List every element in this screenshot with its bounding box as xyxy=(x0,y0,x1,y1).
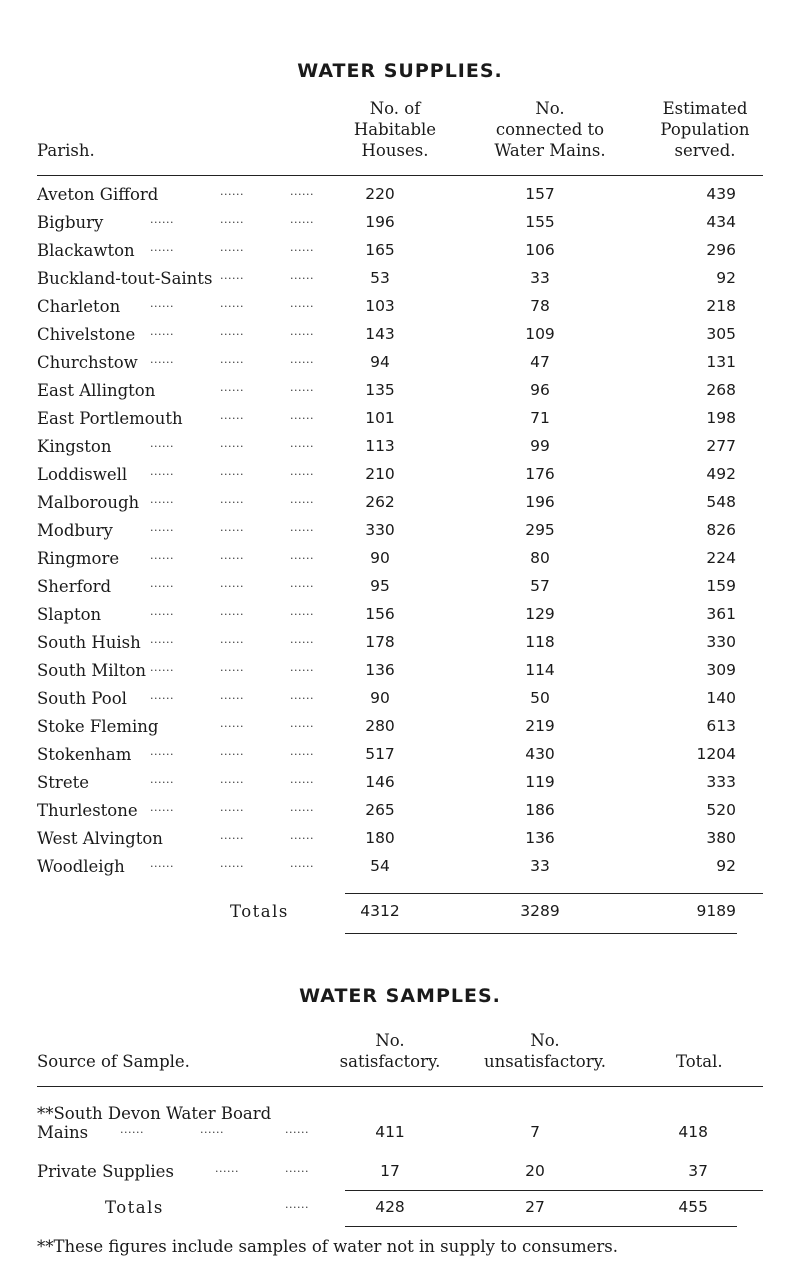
table-row xyxy=(0,353,800,381)
header-unsatisfactory: No. unsatisfactory. xyxy=(484,1031,606,1071)
parish-name: Strete xyxy=(37,773,89,792)
leader-dots: ...... xyxy=(215,1162,239,1175)
population-cell: 140 xyxy=(706,689,736,707)
houses-cell: 156 xyxy=(365,605,395,623)
parish-name: South Milton xyxy=(37,661,147,680)
houses-cell: 178 xyxy=(365,633,395,651)
leader-dots: ...... xyxy=(285,1123,309,1136)
samples-title: WATER SAMPLES. xyxy=(299,985,501,1007)
houses-cell: 90 xyxy=(370,549,390,567)
leader-dots: ...... xyxy=(220,493,244,506)
houses-cell: 180 xyxy=(365,829,395,847)
connected-cell: 78 xyxy=(530,297,550,315)
leader-dots: ...... xyxy=(220,857,244,870)
population-cell: 277 xyxy=(706,437,736,455)
parish-name: South Pool xyxy=(37,689,127,708)
leader-dots: ...... xyxy=(150,577,174,590)
houses-cell: 143 xyxy=(365,325,395,343)
samples-totals-rule-top xyxy=(345,1190,763,1191)
table-row xyxy=(0,717,800,745)
parish-name: Bigbury xyxy=(37,213,104,232)
population-cell: 268 xyxy=(706,381,736,399)
leader-dots: ...... xyxy=(220,577,244,590)
header-connected: No. connected to Water Mains. xyxy=(494,99,606,160)
connected-cell: 219 xyxy=(525,717,555,735)
table-row xyxy=(0,269,800,297)
header-parish: Parish. xyxy=(37,141,95,160)
population-cell: 159 xyxy=(706,577,736,595)
parish-name: Stokenham xyxy=(37,745,132,764)
mains-unsatisfactory: 7 xyxy=(530,1123,540,1141)
leader-dots: ...... xyxy=(290,325,314,338)
parish-name: Aveton Gifford xyxy=(37,185,159,204)
table-row xyxy=(0,857,800,885)
connected-cell: 47 xyxy=(530,353,550,371)
leader-dots: ...... xyxy=(220,325,244,338)
connected-cell: 176 xyxy=(525,465,555,483)
parish-name: Blackawton xyxy=(37,241,135,260)
supplies-totals-row xyxy=(0,902,800,930)
population-cell: 218 xyxy=(706,297,736,315)
samples-total-unsatisfactory: 27 xyxy=(525,1198,545,1216)
table-row xyxy=(0,409,800,437)
houses-cell: 146 xyxy=(365,773,395,791)
samples-row-private xyxy=(0,1162,800,1190)
connected-cell: 57 xyxy=(530,577,550,595)
leader-dots: ...... xyxy=(150,353,174,366)
footnote: **These figures include samples of water not in supply to consumers. xyxy=(37,1237,618,1256)
connected-cell: 71 xyxy=(530,409,550,427)
leader-dots: ...... xyxy=(290,633,314,646)
leader-dots: ...... xyxy=(220,829,244,842)
leader-dots: ...... xyxy=(290,521,314,534)
samples-row-mains xyxy=(0,1123,800,1151)
table-row xyxy=(0,325,800,353)
population-cell: 131 xyxy=(706,353,736,371)
table-row xyxy=(0,745,800,773)
table-row xyxy=(0,633,800,661)
table-row xyxy=(0,437,800,465)
leader-dots: ...... xyxy=(220,437,244,450)
parish-name: Stoke Fleming xyxy=(37,717,159,736)
table-row xyxy=(0,829,800,857)
leader-dots: ...... xyxy=(200,1123,224,1136)
leader-dots: ...... xyxy=(220,297,244,310)
population-cell: 224 xyxy=(706,549,736,567)
connected-cell: 109 xyxy=(525,325,555,343)
leader-dots: ...... xyxy=(290,801,314,814)
supplies-totals-rule-top xyxy=(345,893,763,894)
leader-dots: ...... xyxy=(290,717,314,730)
parish-name: Loddiswell xyxy=(37,465,128,484)
leader-dots: ...... xyxy=(150,325,174,338)
table-row xyxy=(0,521,800,549)
supplies-totals-rule-bottom xyxy=(345,933,737,934)
header-population: Estimated Population served. xyxy=(660,99,750,160)
leader-dots: ...... xyxy=(290,661,314,674)
population-cell: 1204 xyxy=(696,745,736,763)
samples-row-private-label: Private Supplies xyxy=(37,1162,174,1181)
houses-cell: 165 xyxy=(365,241,395,259)
leader-dots: ...... xyxy=(285,1162,309,1175)
table-row xyxy=(0,241,800,269)
parish-name: Charleton xyxy=(37,297,121,316)
leader-dots: ...... xyxy=(150,297,174,310)
table-row xyxy=(0,801,800,829)
leader-dots: ...... xyxy=(150,745,174,758)
leader-dots: ...... xyxy=(220,241,244,254)
table-row xyxy=(0,661,800,689)
parish-name: Churchstow xyxy=(37,353,138,372)
samples-row-mains-label-2: Mains xyxy=(37,1123,89,1142)
population-cell: 296 xyxy=(706,241,736,259)
leader-dots: ...... xyxy=(150,521,174,534)
leader-dots: ...... xyxy=(220,269,244,282)
table-row xyxy=(0,213,800,241)
table-row xyxy=(0,773,800,801)
leader-dots: ...... xyxy=(150,549,174,562)
population-cell: 92 xyxy=(716,857,736,875)
leader-dots: ...... xyxy=(150,857,174,870)
connected-cell: 118 xyxy=(525,633,555,651)
population-cell: 439 xyxy=(706,185,736,203)
table-row xyxy=(0,605,800,633)
population-cell: 361 xyxy=(706,605,736,623)
leader-dots: ...... xyxy=(150,689,174,702)
parish-name: South Huish xyxy=(37,633,141,652)
parish-name: Woodleigh xyxy=(37,857,125,876)
leader-dots: ...... xyxy=(290,409,314,422)
houses-cell: 135 xyxy=(365,381,395,399)
samples-total-total: 455 xyxy=(678,1198,708,1216)
parish-name: Modbury xyxy=(37,521,113,540)
population-cell: 330 xyxy=(706,633,736,651)
table-row xyxy=(0,493,800,521)
leader-dots: ...... xyxy=(290,605,314,618)
samples-totals-row xyxy=(0,1198,800,1226)
connected-cell: 106 xyxy=(525,241,555,259)
connected-cell: 80 xyxy=(530,549,550,567)
population-cell: 613 xyxy=(706,717,736,735)
total-population: 9189 xyxy=(696,902,736,920)
houses-cell: 101 xyxy=(365,409,395,427)
leader-dots: ...... xyxy=(290,353,314,366)
leader-dots: ...... xyxy=(220,605,244,618)
leader-dots: ...... xyxy=(150,801,174,814)
leader-dots: ...... xyxy=(290,269,314,282)
leader-dots: ...... xyxy=(290,297,314,310)
leader-dots: ...... xyxy=(290,773,314,786)
samples-totals-rule-bottom xyxy=(345,1226,737,1227)
leader-dots: ...... xyxy=(220,801,244,814)
parish-name: Sherford xyxy=(37,577,112,596)
parish-name: East Allington xyxy=(37,381,156,400)
samples-header-rule xyxy=(37,1086,763,1087)
leader-dots: ...... xyxy=(220,633,244,646)
parish-name: Buckland-tout-Saints xyxy=(37,269,213,288)
leader-dots: ...... xyxy=(150,437,174,450)
houses-cell: 265 xyxy=(365,801,395,819)
table-row xyxy=(0,297,800,325)
population-cell: 333 xyxy=(706,773,736,791)
header-houses: No. of Habitable Houses. xyxy=(353,99,437,160)
header-satisfactory: No. satisfactory. xyxy=(339,1031,441,1071)
leader-dots: ...... xyxy=(220,465,244,478)
parish-name: Kingston xyxy=(37,437,112,456)
parish-name: Thurlestone xyxy=(37,801,138,820)
leader-dots: ...... xyxy=(220,717,244,730)
supplies-header-rule xyxy=(37,175,763,176)
parish-name: Malborough xyxy=(37,493,140,512)
leader-dots: ...... xyxy=(290,185,314,198)
table-row xyxy=(0,549,800,577)
parish-name: Ringmore xyxy=(37,549,120,568)
connected-cell: 114 xyxy=(525,661,555,679)
leader-dots: ...... xyxy=(290,213,314,226)
connected-cell: 136 xyxy=(525,829,555,847)
population-cell: 380 xyxy=(706,829,736,847)
houses-cell: 280 xyxy=(365,717,395,735)
leader-dots: ...... xyxy=(150,241,174,254)
houses-cell: 94 xyxy=(370,353,390,371)
connected-cell: 196 xyxy=(525,493,555,511)
leader-dots: ...... xyxy=(290,437,314,450)
samples-row-mains-label: **South Devon Water Board xyxy=(37,1104,272,1123)
leader-dots: ...... xyxy=(150,773,174,786)
supplies-title: WATER SUPPLIES. xyxy=(297,60,503,82)
total-connected: 3289 xyxy=(520,902,560,920)
houses-cell: 220 xyxy=(365,185,395,203)
parish-name: West Alvington xyxy=(37,829,163,848)
connected-cell: 430 xyxy=(525,745,555,763)
leader-dots: ...... xyxy=(120,1123,144,1136)
houses-cell: 103 xyxy=(365,297,395,315)
parish-name: Slapton xyxy=(37,605,102,624)
connected-cell: 295 xyxy=(525,521,555,539)
houses-cell: 196 xyxy=(365,213,395,231)
leader-dots: ...... xyxy=(290,549,314,562)
leader-dots: ...... xyxy=(220,521,244,534)
leader-dots: ...... xyxy=(150,661,174,674)
leader-dots: ...... xyxy=(220,689,244,702)
leader-dots: ...... xyxy=(220,353,244,366)
connected-cell: 157 xyxy=(525,185,555,203)
leader-dots: ...... xyxy=(150,633,174,646)
leader-dots: ...... xyxy=(220,661,244,674)
leader-dots: ...... xyxy=(220,549,244,562)
header-source: Source of Sample. xyxy=(37,1052,190,1071)
parish-name: East Portlemouth xyxy=(37,409,183,428)
samples-totals-label: Totals xyxy=(105,1198,164,1217)
houses-cell: 53 xyxy=(370,269,390,287)
leader-dots: ...... xyxy=(290,829,314,842)
houses-cell: 54 xyxy=(370,857,390,875)
mains-satisfactory: 411 xyxy=(375,1123,405,1141)
leader-dots: ...... xyxy=(290,381,314,394)
connected-cell: 33 xyxy=(530,857,550,875)
population-cell: 492 xyxy=(706,465,736,483)
population-cell: 548 xyxy=(706,493,736,511)
private-total: 37 xyxy=(688,1162,708,1180)
population-cell: 520 xyxy=(706,801,736,819)
connected-cell: 186 xyxy=(525,801,555,819)
leader-dots: ...... xyxy=(220,745,244,758)
houses-cell: 90 xyxy=(370,689,390,707)
houses-cell: 95 xyxy=(370,577,390,595)
leader-dots: ...... xyxy=(150,213,174,226)
connected-cell: 155 xyxy=(525,213,555,231)
leader-dots: ...... xyxy=(290,493,314,506)
supplies-totals-label: Totals xyxy=(230,902,289,921)
leader-dots: ...... xyxy=(150,493,174,506)
leader-dots: ...... xyxy=(220,381,244,394)
connected-cell: 129 xyxy=(525,605,555,623)
connected-cell: 33 xyxy=(530,269,550,287)
leader-dots: ...... xyxy=(290,577,314,590)
leader-dots: ...... xyxy=(290,745,314,758)
leader-dots: ...... xyxy=(220,213,244,226)
population-cell: 826 xyxy=(706,521,736,539)
population-cell: 434 xyxy=(706,213,736,231)
leader-dots: ...... xyxy=(150,605,174,618)
private-unsatisfactory: 20 xyxy=(525,1162,545,1180)
table-row xyxy=(0,577,800,605)
houses-cell: 330 xyxy=(365,521,395,539)
leader-dots: ...... xyxy=(290,465,314,478)
mains-total: 418 xyxy=(678,1123,708,1141)
connected-cell: 119 xyxy=(525,773,555,791)
leader-dots: ...... xyxy=(220,773,244,786)
houses-cell: 262 xyxy=(365,493,395,511)
header-total: Total. xyxy=(676,1052,723,1071)
table-row xyxy=(0,185,800,213)
table-row xyxy=(0,689,800,717)
houses-cell: 113 xyxy=(365,437,395,455)
houses-cell: 210 xyxy=(365,465,395,483)
leader-dots: ...... xyxy=(290,241,314,254)
houses-cell: 517 xyxy=(365,745,395,763)
population-cell: 305 xyxy=(706,325,736,343)
connected-cell: 99 xyxy=(530,437,550,455)
population-cell: 309 xyxy=(706,661,736,679)
leader-dots: ...... xyxy=(290,857,314,870)
samples-total-satisfactory: 428 xyxy=(375,1198,405,1216)
leader-dots: ...... xyxy=(220,409,244,422)
parish-name: Chivelstone xyxy=(37,325,136,344)
connected-cell: 96 xyxy=(530,381,550,399)
leader-dots: ...... xyxy=(290,689,314,702)
population-cell: 92 xyxy=(716,269,736,287)
connected-cell: 50 xyxy=(530,689,550,707)
table-row xyxy=(0,465,800,493)
leader-dots: ...... xyxy=(150,465,174,478)
population-cell: 198 xyxy=(706,409,736,427)
private-satisfactory: 17 xyxy=(380,1162,400,1180)
houses-cell: 136 xyxy=(365,661,395,679)
leader-dots: ...... xyxy=(220,185,244,198)
leader-dots: ...... xyxy=(285,1198,309,1211)
table-row xyxy=(0,381,800,409)
total-houses: 4312 xyxy=(360,902,400,920)
